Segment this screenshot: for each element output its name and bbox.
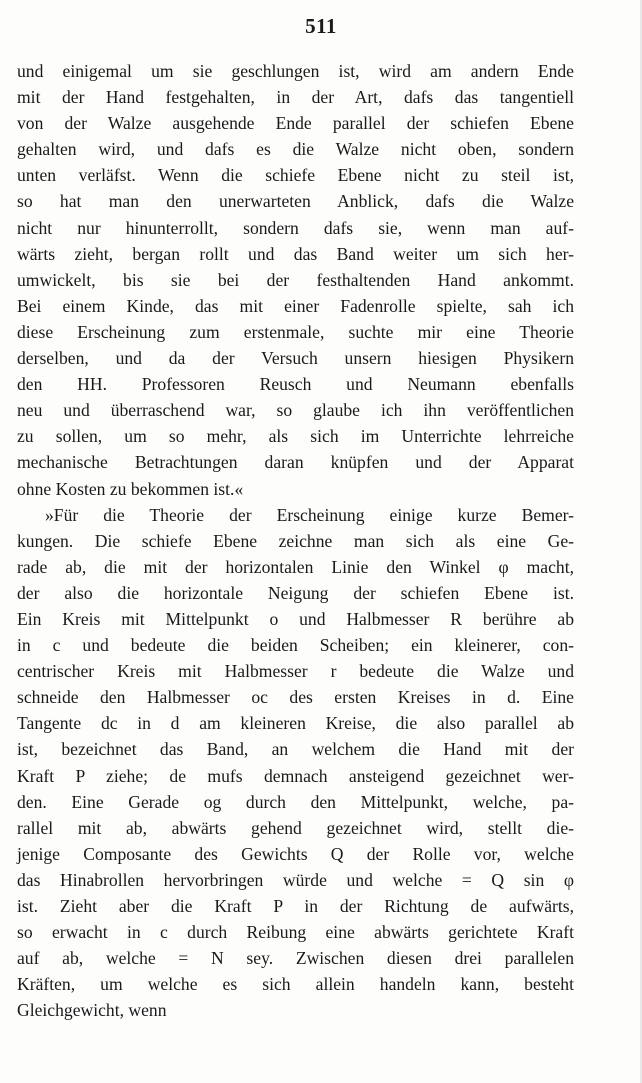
text-line: gehalten wird, und dafs es die Walze nicht oben, sondern xyxy=(17,139,574,160)
text-line: ohne Kosten zu bekommen ist.« xyxy=(17,478,244,499)
text-line: umwickelt, bis sie bei der festhaltenden Hand ankommt. xyxy=(17,269,574,290)
text-line: centrischer Kreis mit Halbmesser r bedeute die Walze und xyxy=(17,661,574,682)
text-line: nicht nur hinunterrollt, sondern dafs sie, wenn man auf- xyxy=(17,217,574,238)
page-number: 511 xyxy=(305,14,337,38)
text-line: Kraft P ziehe; de mufs demnach ansteigend gezeichnet wer- xyxy=(17,765,574,786)
text-line: den. Eine Gerade og durch den Mittelpunkt, welche, pa- xyxy=(17,791,574,812)
text-line: so erwacht in c durch Reibung eine abwärts gerichtete Kraft xyxy=(17,922,574,943)
text-line: neu und überraschend war, so glaube ich ihn veröffentlichen xyxy=(17,400,574,421)
text-line: diese Erscheinung zum erstenmale, suchte mir eine Theorie xyxy=(17,321,574,342)
text-line: der also die horizontale Neigung der schiefen Ebene ist. xyxy=(17,582,574,603)
text-line: zu sollen, um so mehr, als sich im Unterrichte lehrreiche xyxy=(17,426,574,447)
text-line: mechanische Betrachtungen daran knüpfen und der Apparat xyxy=(17,452,574,473)
text-line: kungen. Die schiefe Ebene zeichne man sich als eine Ge- xyxy=(17,530,574,551)
text-line: von der Walze ausgehende Ende parallel der schiefen Ebene xyxy=(17,113,574,134)
text-line: ist. Zieht aber die Kraft P in der Richtung de aufwärts, xyxy=(17,896,574,916)
text-line: Gleichgewicht, wenn xyxy=(17,1000,167,1021)
text-line: Bei einem Kinde, das mit einer Fadenrolle spielte, sah ich xyxy=(17,295,574,316)
text-line: schneide den Halbmesser oc des ersten Kreises in d. Eine xyxy=(17,687,574,708)
text-line: auf ab, welche = N sey. Zwischen diesen drei parallelen xyxy=(17,948,574,969)
text-line: in c und bedeute die beiden Scheiben; ein kleinerer, con- xyxy=(17,635,574,656)
text-line: Tangente dc in d am kleineren Kreise, die also parallel ab xyxy=(17,713,574,734)
text-line: so hat man den unerwarteten Anblick, dafs die Walze xyxy=(17,191,574,212)
text-line: mit der Hand festgehalten, in der Art, dafs das tangentiell xyxy=(17,87,574,108)
text-line: rade ab, die mit der horizontalen Linie den Winkel φ macht, xyxy=(17,556,574,577)
text-line: Kräften, um welche es sich allein handeln kann, besteht xyxy=(17,974,574,995)
text-line: das Hinabrollen hervorbringen würde und welche = Q sin φ xyxy=(17,869,574,890)
text-line: den HH. Professoren Reusch und Neumann ebenfalls xyxy=(17,374,574,395)
body-text xyxy=(17,58,574,1023)
text-line: ist, bezeichnet das Band, an welchem die Hand mit der xyxy=(17,739,574,760)
text-line: Ein Kreis mit Mittelpunkt o und Halbmesser R berühre ab xyxy=(17,608,574,629)
text-line: jenige Composante des Gewichts Q der Rolle vor, welche xyxy=(17,843,574,864)
text-line: »Für die Theorie der Erscheinung einige kurze Bemer- xyxy=(45,504,574,525)
text-line: rallel mit ab, abwärts gehend gezeichnet wird, stellt die- xyxy=(17,817,574,838)
text-line: derselben, und da der Versuch unsern hiesigen Physikern xyxy=(17,348,574,369)
text-line: wärts zieht, bergan rollt und das Band weiter um sich her- xyxy=(17,243,574,264)
text-line: unten verläfst. Wenn die schiefe Ebene nicht zu steil ist, xyxy=(17,165,574,186)
text-line: und einigemal um sie geschlungen ist, wird am andern Ende xyxy=(17,61,574,81)
